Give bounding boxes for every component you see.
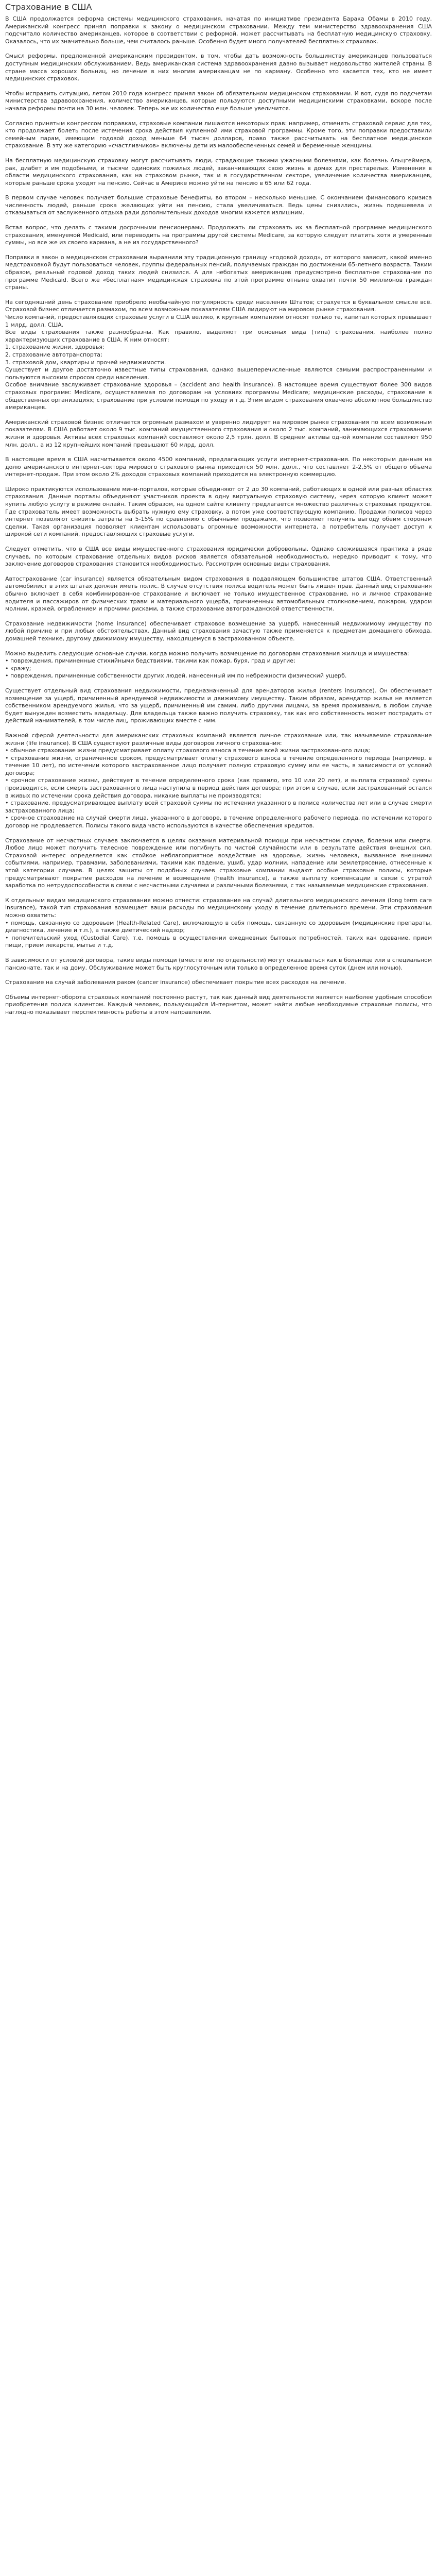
paragraph: В США продолжается реформа системы медицинского страхования, начатая по инициативе президента Барака Обамы в 2010 году. Американский конгресс принял поправки к закону о медицинском страховании. Между тем министерство здравоохранения США подсчитало количество американцев, которое в соответствии с реформой, может рассчитывать на бесплатную медицинскую страховку. Оказалось, что их значительно больше, чем считалось раньше. Особенно будет много получателей бесплатных страховок.	[5, 15, 432, 45]
article-body	[5, 15, 432, 1016]
paragraph: Американский страховой бизнес отличается огромным размахом и уверенно лидирует на мировом рынке страхования по всем возможным показателям. В США работает около 9 тыс. компаний имущественного страхования и около 2 тыс. компаний, занимающихся страхованием жизни и здоровья. Активы всех страховых компаний составляют около 2,5 трлн. долл. В среднем активы одной компании составляют 950 млн. долл., а из 12 крупнейших компаний превышают 60 млрд. долл.	[5, 418, 432, 448]
paragraph: Можно выделить следующие основные случаи, когда можно получить возмещение по договорам страхования жилища и имущества: • повреждения, причиненные стихийными бедствиями, такими как пожар, буря, град и другие; • кражу; • повреждения, причиненные собственности других людей, нанесенный им по небрежности физический ущерб.	[5, 650, 409, 680]
paragraph: Страхование на случай заболевания раком (cancer insurance) обеспечивает покрытие всех расходов на лечение.	[5, 979, 346, 986]
paragraph: Страхование от несчастных случаев заключается в целях оказания материальной помощи при несчастном случае, болезни или смерти. Любое лицо может получить телесное повреждение или погибнуть по чистой случайности или в результате действия внешних сил. Страховой интерес определяется как стойкое неблагоприятное воздействие на здоровье, жизнь человека, вызванное внешними событиями, например, травмами, заболеваниями, такими как падение, ушиб, удар молнии, нападение или землетрясение, отнесенные к этой категории случаев. В целях защиты от подобных случаев страховые компании выдают особые страховые полисы, которые предусматривают покрытие расходов на лечение и возмещение (health insurance), а также выплату компенсации в связи с утратой заработка по нетрудоспособности в связи с несчастными случаями и различными болезнями, с так называемые медицинские страхования.	[5, 837, 432, 889]
paragraph: Существует отдельный вид страхования недвижимости, предназначенный для арендаторов жилья (renters insurance). Он обеспечивает возмещение за ущерб, причиненный арендуемой недвижимости и движимому имуществу. Таким образом, арендатор жилья не является собственником арендуемого жилья, что за ущерб, причиненный им самим, либо другими лицами, за время проживания, в любом случае будет вынужден возместить владельцу. Для владельца также важно получить страховку, так как его собственность может пострадать от действий нанимателей, в том числе лиц, проживающих вместе с ним.	[5, 687, 432, 724]
paragraph: В первом случае человек получает большие страховые бенефиты, во втором – несколько меньшие. С окончанием финансового кризиса численность людей, раньше срока желающих уйти на пенсию, стала увеличиваться. Ведь цены снизились, жизнь подешевела и отказываться от заслуженного отдыха ради дополнительных доходов многим кажется излишним.	[5, 194, 432, 216]
paragraph: В зависимости от условий договора, такие виды помощи (вместе или по отдельности) могут оказываться как в больнице или в специальном пансионате, так и на дому. Обслуживание может быть круглосуточным или только в определенное время суток (днем или ночью).	[5, 956, 432, 971]
paragraph: На сегодняшний день страхование приобрело необычайную популярность среди населения Штатов; страхуется в буквальном смысле всё. Страховой бизнес отличается размахом, по всем возможным показателям США лидируют на мировом рынке страхования. Число компаний, предоставляющих страховые услуги в США велико, к крупным компаниям относят только те, капитал которых превышает 1 млрд. долл. США. Все виды страхования также разнообразны. Как правило, выделяют три основных вида (типа) страхования, наиболее полно характеризующих страхование в США. К ним относят: 1. страхование жизни, здоровья; 2. страхование автотранспорта; 3. страховой дом, квартиры и прочей недвижимости. Существует и другое достаточно известные типы страхования, однако вышеперечисленные являются самыми распространенными и пользуются высоким спросом среди населения. Особое внимание заслуживает страхование здоровья – (accident and health insurance). В настоящее время существуют более 300 видов страховых программ: Medicare, осуществляемая по договорам на условиях программы Medicare; медицинские расходы, страхование в общественных организациях; страхование при условии помощи по уходу и т.д. Этим видом страхования охвачено абсолютное большинство американцев.	[5, 298, 432, 411]
paragraph: На бесплатную медицинскую страховку могут рассчитывать люди, страдающие такими ужасными болезнями, как болезнь Альцгеймера, рак, диабет и им подобными, и тысячи одиноких пожилых людей, заканчивающих свою жизнь в домах для престарелых. Изменения в области медицинского страхования, как на страховом рынке, так и в государственном секторе, увеличение количества американцев, которые раньше срока уходят на пенсию. Сейчас в Америке можно уйти на пенсию в 65 или 62 года.	[5, 157, 432, 187]
paragraph: Встал вопрос, что делать с такими досрочными пенсионерами. Продолжать ли страховать их за бесплатной программе медицинского страхования, именуемой Medicaid, или переводить на программы другой системы Medicare, за которую следует платить хотя и умеренные суммы, но все же из своего кармана, а не из государственного?	[5, 224, 432, 246]
paragraph: Поправки в закон о медицинском страховании выравнили эту традиционную границу «годовой доход», от которого зависит, какой именно медстраховкой будут пользоваться человек, группы федеральных пенсий, получаемых граждан по достижении 65-летнего возраста. Таким образом, реальный годовой доход таких людей снизился. А для небогатых американцев предусмотрено бесплатное страхование по программе Medicaid. Всего же «бесплатная» медицинская страховка по этой программе отныне охватит почти 50 миллионов граждан страны.	[5, 253, 432, 291]
paragraph: Объемы интернет-оборота страховых компаний постоянно растут, так как данный вид деятельности является наиболее удобным способом приобретения полиса клиентом. Каждый человек, пользующийся Интернетом, может найти любые необходимые страховые полисы, что наглядно показывает перспективность работы в этом направлении.	[5, 993, 432, 1015]
paragraph: Страхование недвижимости (home insurance) обеспечивает страховое возмещение за ущерб, нанесенный недвижимому имуществу по любой причине и при любых обстоятельствах. Данный вид страхования зачастую также применяется к предметам домашнего обихода, домашней технике, другому движимому имуществу, находящемуся в застрахованном объекте.	[5, 620, 432, 642]
paragraph: Чтобы исправить ситуацию, летом 2010 года конгресс принял закон об обязательном медицинском страховании. И вот, судя по подсчетам министерства здравоохранения, количество американцев, которые пользуются доступными медицинскими страховками, вскоре после начала реформы почти на 30 млн. человек. Теперь же их количество еще больше увеличится.	[5, 90, 432, 112]
article-title: Страхование в США	[5, 2, 92, 12]
paragraph: Важной сферой деятельности для американских страховых компаний является личное страхование или, так называемое страхование жизни (life insurance). В США существуют различные виды договоров личного страхования: • обычное страхование жизни предусматривает оплату страхового взноса в течение всей жизни застрахованного лица; • страхование жизни, ограниченное сроком, предусматривает оплату страхового взноса в течение определенного периода (например, в течение 10 лет), по истечении которого застрахованное лицо получает полную страховую сумму или ее часть, в зависимости от условий договора; • срочное страхование жизни, действует в течение определенного срока (как правило, это 10 или 20 лет), и выплата страховой суммы производится, если смерть застрахованного лица наступила в период действия договора; при этом в случае, если застрахованный остался в живых по истечении срока действия договора, никакие выплаты не производятся; • страхование, предусматривающее выплату всей страховой суммы по истечении указанного в полисе количества лет или в случае смерти застрахованного лица; • срочное страхование на случай смерти лица, указанного в договоре, в течение определенного рабочего периода, по истечении которого договор не продлевается. Полисы такого вида часто используются в качестве обеспечения кредитов.	[5, 732, 432, 829]
paragraph: Широко практикуются использование мини-порталов, которые объединяют от 2 до 30 компаний, работающих в одной или разных областях страхования. Данные порталы объединяют участников проекта в одну виртуальную страховую систему, через которую клиент может купить любую услугу в режиме онлайн. Таким образом, на одном сайте клиенту предлагается множество различных страховых продуктов. Где страхователь имеет возможность выбрать нужную ему страховку, а потом уже соответствующую компанию. Продажи полисов через интернет позволяют снизить затраты на 5-15% по сравнению с обычными продажами, что позволяет получить выгоду обеим сторонам сделки. Такая организация позволяет клиентам использовать огромные возможности интернета, а потребитель получает доступ к широкой сети компаний, предоставляющих страховые услуги.	[5, 485, 432, 538]
paragraph: Согласно принятым конгрессом поправкам, страховые компании лишаются некоторых прав: например, отменять страховой сервис для тех, кто продолжает болеть после истечения срока действия купленной ими страховой программы. Кроме того, эти поправки предоставили семейным парам, имеющим годовой доход меньше 64 тысяч долларов, право также рассчитывать на бесплатное медицинское страхование. В эту же категорию «счастливчиков» включены дети из малообеспеченных семей и беременные женщины.	[5, 120, 432, 149]
paragraph: В настоящее время в США насчитывается около 4500 компаний, предлагающих услуги интернет-страхования. По некоторым данным на долю американского интернет-сектора мирового страхового рынка приходится 50 млн. долл., что составляет 2-2,5% от общего объема интернет-продаж. При этом около 2% доходов страховых компаний приходится на электронную коммерцию.	[5, 456, 432, 478]
paragraph: Смысл реформы, предложенной американским президентом, в том, чтобы дать возможность большинству американцев пользоваться доступным медицинским обслуживанием. Ведь американская система здравоохранения давно вызывает недовольство жителей страны. В стране масса хороших больниц, но лечение в них многим американцам не по карману. Особенно это касается тех, кто не имеет медицинских страховок.	[5, 53, 432, 82]
article	[0, 0, 436, 1029]
paragraph: Следует отметить, что в США все виды имущественного страхования юридически добровольны. Однако сложившаяся практика в ряде случаев, по которым страхование отдельных видов рисков является обязательной необходимостью, нередко приводит к тому, что заключение договоров страхования становится необходимостью. Рассмотрим основные виды страхования.	[5, 546, 432, 568]
paragraph: Автострахование (car insurance) является обязательным видом страхования в подавляющем большинстве штатов США. Ответственный автомобилист в этих штатах должен иметь полис. В случае отсутствия полиса водитель может быть лишен прав. Данный вид страхования обычно включает в себя комбинированное страхование и включает не только имущественное страхование, но и личное страхование водителя и пассажиров от физических травм и материального ущерба, причиненных автомобильным столкновением, пожаром, ударом молнии, кражей, ограблением и прочими рисками, а также страхование автогражданской ответственности.	[5, 575, 432, 613]
paragraph: К отдельным видам медицинского страхования можно отнести: страхование на случай длительного медицинского лечения (long term care insurance), такой тип страхования возмещает ваши расходы по медицинскому уходу в течение длительного времени. Эти страхования можно охватить: • помощь, связанную со здоровьем (Health-Related Care), включающую в себя помощь, связанную со здоровьем (медицинские препараты, диагностика, лечение и т.п.), а также диетический надзор; • попечительский уход (Custodial Care), т.е. помощь в осуществлении ежедневных бытовых потребностей, таких как одевание, прием пищи, прием лекарств, мытье и т.д.	[5, 896, 432, 949]
